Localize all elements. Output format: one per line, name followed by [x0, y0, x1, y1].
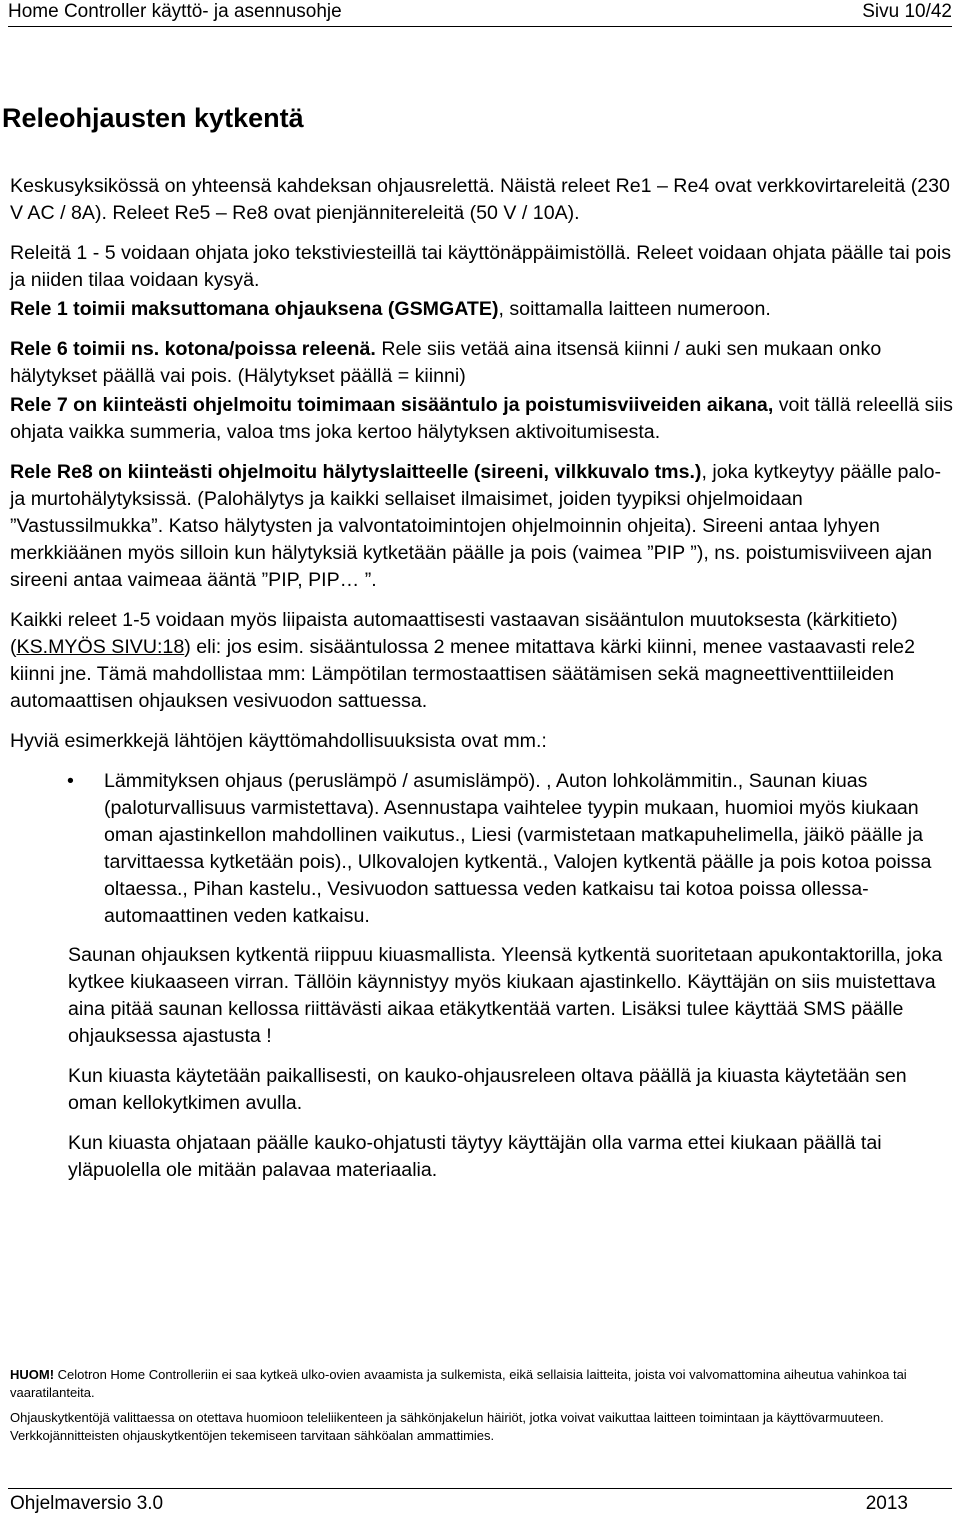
list-item-text: Lämmityksen ohjaus (peruslämpö / asumislämpö). , Auton lohkolämmitin., Saunan kiuas (paloturvallisuus varmistettava). Asennustapa vaihtelee tyypin mukaan, huomioi myös kiukaan oman ajastinkellon mahdollinen vaikutus., Liesi (varmistetaan matkapuhelimella, jäikö päälle ja tarvittaessa kytketään pois)., Ulkovalojen kytkentä., Valojen kytkentä päälle ja pois kotoa poissa oltaessa., Pihan kastelu., Vesivuodon sattuessa veden katkaisu tai kotoa poissa ollessa-automaattinen veden katkaisu. — [104, 770, 932, 927]
list-item — [10, 768, 955, 930]
document-year: 2013 — [865, 1493, 908, 1514]
bullet-icon: • — [67, 770, 74, 792]
page-footer — [8, 1488, 952, 1513]
paragraph-examples-intro: Hyviä esimerkkejä lähtöjen käyttömahdollisuuksista ovat mm.: — [10, 730, 547, 752]
bold-text: Rele 7 on kiinteästi ohjelmoitu toimimaan sisääntulo ja poistumisviiveiden aikana, — [10, 394, 774, 416]
paragraph-sauna: Saunan ohjauksen kytkentä riippuu kiuasmallista. Yleensä kytkentä suoritetaan apukontaktorilla, joka kytkee kiukaaseen virran. Tällöin käynnistyy myös kiukaan ajastinkello. Käyttäjän on siis muistettava aina pitää saunan kellossa riittävästi aikaa etäkytkentää varten. Lisäksi tulee käyttää SMS päälle ohjauksessa ajastusta ! — [68, 944, 943, 1047]
paragraph-text: Rele siis vetää aina itsensä kiinni / auki sen mukaan onko hälytykset päällä vai pois. (Hälytykset päällä = kiinni) — [10, 338, 882, 387]
paragraph-sauna-remote: Kun kiuasta ohjataan päälle kauko-ohjatusti täytyy käyttäjän olla varma ettei kiukaan päällä tai yläpuolella ole mitään palavaa materiaalia. — [68, 1132, 882, 1181]
bold-text: Rele Re8 on kiinteästi ohjelmoitu hälytyslaitteelle (sireeni, vilkkuvalo tms.) — [10, 461, 702, 483]
paragraph-auto-trigger — [10, 607, 955, 715]
paragraph-relay-8 — [10, 459, 955, 594]
note-warning — [10, 1366, 950, 1402]
section-title: Releohjausten kytkentä — [2, 103, 304, 133]
note-text: Celotron Home Controlleriin ei saa kytkeä ulko-ovien avaamista ja sulkemista, eikä sellaisia laitteita, joista voi valvomattomina aiheutua vahinkoa tai vaaratilanteita. — [10, 1367, 907, 1400]
page-header — [8, 0, 952, 27]
paragraph-sauna-local: Kun kiuasta käytetään paikallisesti, on kauko-ohjausreleen oltava päällä ja kiuasta käytetään sen oman kellokytkimen avulla. — [68, 1065, 907, 1114]
paragraph-relay-7 — [10, 392, 955, 446]
paragraph-relay-1 — [10, 296, 955, 323]
paragraph-text: , joka kytkeytyy päälle palo- ja murtohälytyksissä. (Palohälytys ja kaikki sellaiset ilmaisimet, joiden tyypiksi ohjelmoidaan ”Vastussilmukka”. Katso hälytysten ja valvontatoimintojen ohjelmoinnin ohjeita). Sireeni antaa lyhyen merkkiäänen myös silloin kun hälytyksiä kytketään päälle ja pois (vaimea ”PIP ”), ns. poistumisviiveen ajan sireeni antaa vaimeaa ääntä ”PIP, PIP… ”. — [10, 461, 942, 591]
notes-section — [10, 1366, 950, 1452]
warning-label: HUOM! — [10, 1367, 55, 1382]
bold-text: Rele 6 toimii ns. kotona/poissa releenä. — [10, 338, 376, 360]
note-interference: Ohjauskytkentöjä valittaessa on otettava huomioon teleliikenteen ja sähkönjakelun häiriöt, jotka voivat vaikuttaa laitteen toimintaan ja käyttövarmuuteen. Verkkojännitteisten ohjauskytkentöjen tekemiseen tarvitaan sähköalan ammattimies. — [10, 1410, 884, 1443]
bold-text: Rele 1 toimii maksuttomana ohjauksena (GSMGATE) — [10, 298, 499, 320]
paragraph-text: voit tällä releellä siis ohjata vaikka summeria, valoa tms joka kertoo hälytyksen aktivoitumisesta. — [10, 394, 953, 443]
paragraph-relays-1-5 — [10, 240, 955, 294]
document-title: Home Controller käyttö- ja asennusohje — [8, 1, 342, 22]
paragraph-text: Keskusyksikössä on yhteensä kahdeksan ohjausrelettä. Näistä releet Re1 – Re4 ovat verkkovirtareleitä (230 V AC / 8A). Releet Re5 – Re8 ovat pienjännitereleitä (50 V / 10A). — [10, 175, 950, 224]
paragraph-text: ) eli: jos esim. sisääntulossa 2 menee mitattava kärki kiinni, menee vastaavasti rele2 kiinni jne. Tämä mahdollistaa mm: Lämpötilan termostaattisen säätämisen sekä magneettiventtiileiden automaattisen ohjauksen vesivuodon sattuessa. — [10, 636, 915, 712]
software-version: Ohjelmaversio 3.0 — [10, 1493, 164, 1514]
page-number: Sivu 10/42 — [862, 1, 952, 22]
document-body — [10, 173, 955, 1197]
paragraph-text: Kaikki releet 1-5 voidaan myös liipaista automaattisesti vastaavan sisääntulon muutoksesta (kärkitieto) ( — [10, 609, 898, 658]
paragraph-text: , soittamalla laitteen numeroon. — [498, 298, 771, 320]
paragraph-text: Releitä 1 - 5 voidaan ohjata joko tekstiviesteillä tai käyttönäppäimistöllä. Releet voidaan ohjata päälle tai pois ja niiden tilaa voidaan kysyä. — [10, 242, 952, 291]
page-reference-link[interactable]: KS.MYÖS SIVU:18 — [16, 636, 185, 658]
paragraph-relays-overview — [10, 173, 955, 227]
paragraph-relay-6 — [10, 336, 955, 390]
